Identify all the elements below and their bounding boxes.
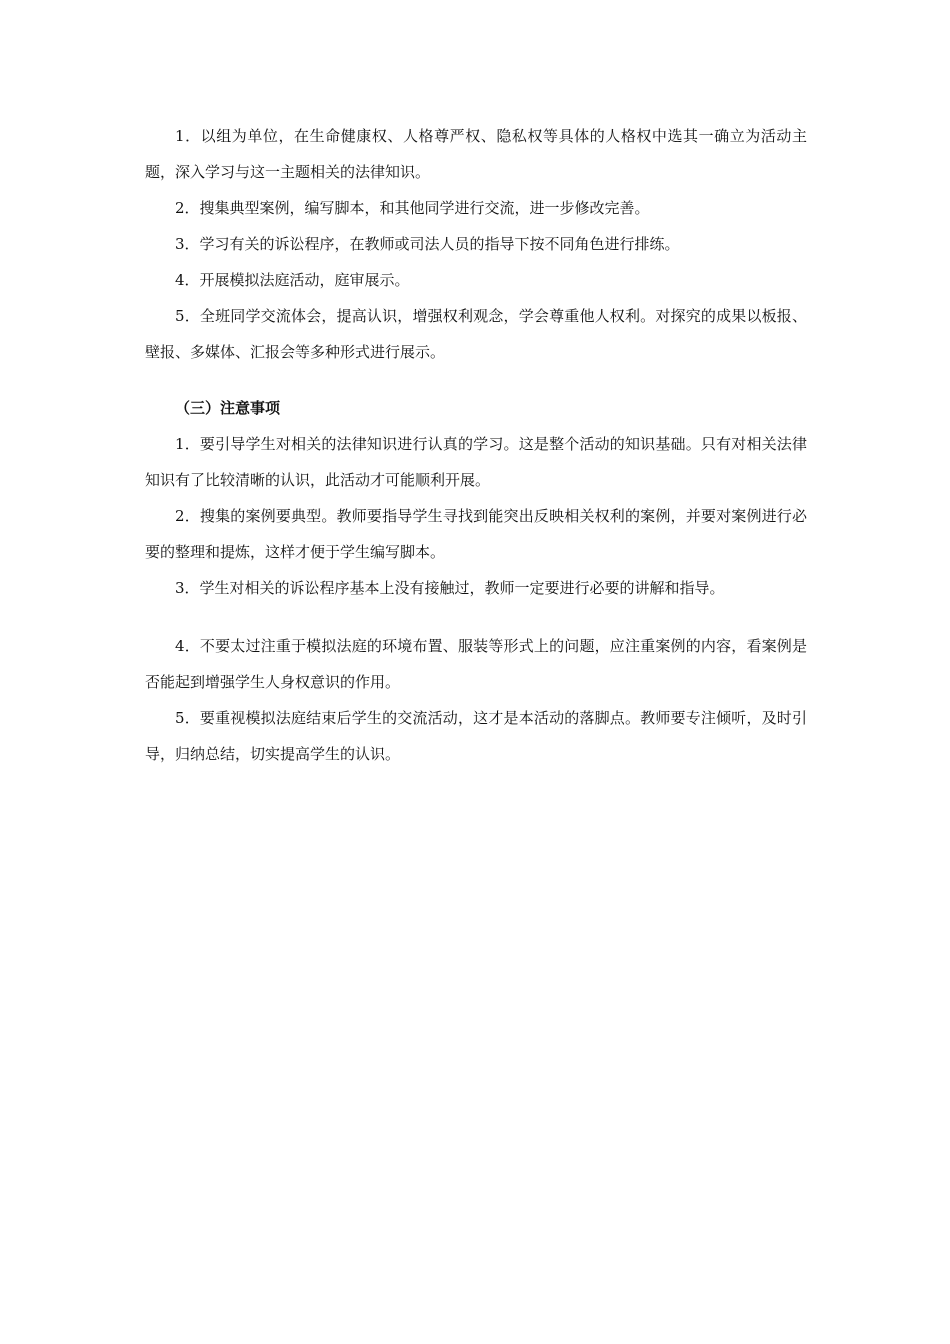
note-5: 5．要重视模拟法庭结束后学生的交流活动，这才是本活动的落脚点。教师要专注倾听，及时引导，归纳总结，切实提高学生的认识。 <box>145 709 807 763</box>
note-4: 4．不要太过注重于模拟法庭的环境布置、服装等形式上的问题，应注重案例的内容，看案例是否能起到增强学生人身权意识的作用。 <box>145 637 807 691</box>
note-3: 3．学生对相关的诉讼程序基本上没有接触过，教师一定要进行必要的讲解和指导。 <box>175 579 725 597</box>
step-1: 1．以组为单位，在生命健康权、人格尊严权、隐私权等具体的人格权中选其一确立为活动主题，深入学习与这一主题相关的法律知识。 <box>145 127 807 181</box>
step-4: 4．开展模拟法庭活动，庭审展示。 <box>175 271 410 289</box>
note-2: 2．搜集的案例要典型。教师要指导学生寻找到能突出反映相关权利的案例，并要对案例进行必要的整理和提炼，这样才便于学生编写脚本。 <box>145 507 807 561</box>
step-2: 2．搜集典型案例，编写脚本，和其他同学进行交流，进一步修改完善。 <box>175 199 650 217</box>
document-page <box>145 118 807 772</box>
step-5: 5．全班同学交流体会，提高认识，增强权利观念，学会尊重他人权利。对探究的成果以板报、壁报、多媒体、汇报会等多种形式进行展示。 <box>145 307 807 361</box>
section-heading-notes: （三）注意事项 <box>175 399 281 417</box>
note-1: 1．要引导学生对相关的法律知识进行认真的学习。这是整个活动的知识基础。只有对相关法律知识有了比较清晰的认识，此活动才可能顺利开展。 <box>145 435 807 489</box>
step-3: 3．学习有关的诉讼程序，在教师或司法人员的指导下按不同角色进行排练。 <box>175 235 680 253</box>
spacer <box>145 606 807 628</box>
